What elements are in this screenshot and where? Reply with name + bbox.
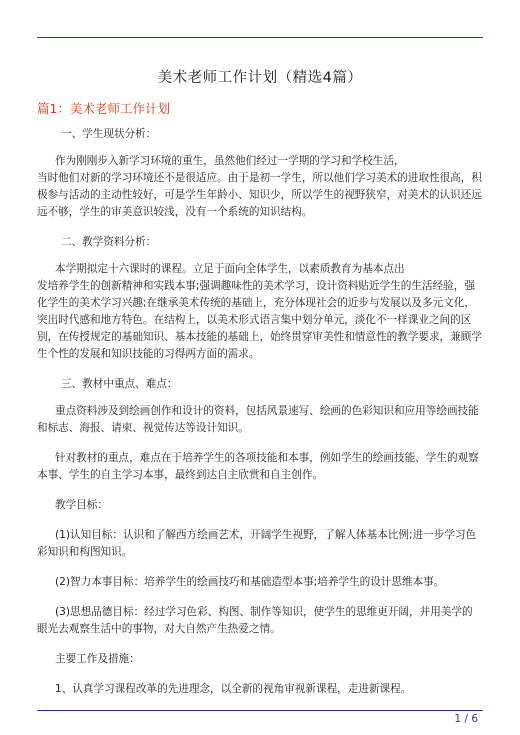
heading-key-points: 三、教材中重点、难点： bbox=[61, 378, 178, 390]
heading-student-analysis: 一、学生现状分析： bbox=[61, 128, 157, 140]
paragraph: 当时他们对新的学习环境还不是很适应。由于是初一学生，所以他们学习美术的进取性很高，积极参与活动的主动性较好，可是学生年龄小、知识少，所以学生的视野狭窄，对美术的认识还远远不够，学生的审美意识较浅，没有一个系统的知识结构。 bbox=[37, 172, 482, 218]
paragraph: 重点资料涉及到绘画创作和设计的资料，包括风景速写、绘画的色彩知识和应用等绘画技能和标志、海报、请柬、视觉传达等设计知识。 bbox=[37, 405, 479, 434]
paragraph: 发培养学生的创新精神和实践本事;强调趣味性的美术学习，设计资料贴近学生的生活经验，强化学生的美术学习兴趣;在继承美术传统的基础上，充分体现社会的近步与发展以及多元文化，突出时代感和地方特色。在结构上，以美术形式语言集中划分单元，淡化不一样课业之间的区别，在传授规定的基础知识、基本技能的基础上，始终贯穿审美性和情意性的教学要求，兼顾学生个性的发展和知识技能的习得两方面的需求。 bbox=[37, 280, 482, 360]
page-number: 1 / 6 bbox=[454, 713, 478, 725]
header-rule bbox=[37, 37, 483, 38]
paragraph: 本学期拟定十六课时的课程。立足于面向全体学生，以素质教育为基本点出 bbox=[55, 263, 405, 275]
heading-material-analysis: 二、教学资料分析： bbox=[61, 236, 157, 248]
paragraph: 1、认真学习课程改革的先进理念，以全新的视角审视新课程，走进新课程。 bbox=[55, 683, 412, 695]
heading-main-work: 主要工作及措施： bbox=[55, 653, 140, 665]
document-body bbox=[37, 126, 483, 698]
paragraph: 针对教材的重点，难点在于培养学生的各项技能和本事，例如学生的绘画技能、学生的观察本事、学生的自主学习本事，最终到达自主欣赏和自主创作。 bbox=[37, 452, 479, 481]
heading-teaching-goals: 教学目标： bbox=[55, 499, 108, 511]
footer-rule bbox=[37, 710, 483, 711]
paragraph: 作为刚刚步入新学习环境的重生，虽然他们经过一学期的学习和学校生活， bbox=[55, 155, 405, 167]
paragraph: (2)智力本事目标：培养学生的绘画技巧和基础造型本事;培养学生的设计思维本事。 bbox=[55, 576, 445, 588]
paragraph: (1)认知目标：认识和了解西方绘画艺术，开阔学生视野，了解人体基本比例;进一步学习色彩知识和构图知识。 bbox=[37, 529, 477, 558]
section-title: 篇1：美术老师工作计划 bbox=[37, 101, 170, 116]
document-title: 美术老师工作计划（精选4篇） bbox=[157, 70, 363, 86]
paragraph: (3)思想品德目标：经过学习色彩、构图、制作等知识，使学生的思维更开阔，并用美学的眼光去观察生活中的事物，对大自然产生热爱之情。 bbox=[37, 606, 473, 635]
